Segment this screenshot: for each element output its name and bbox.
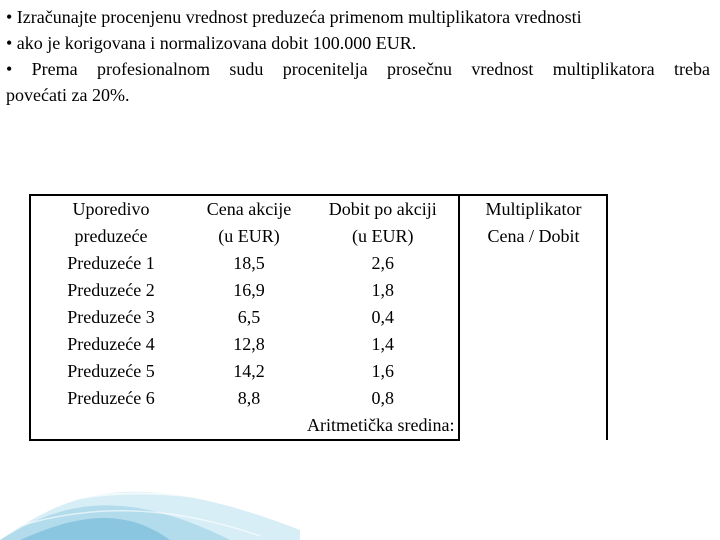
header-row-2	[30, 223, 607, 250]
bullet-2: • ako je korigovana i normalizovana dobit 100.000 EUR.	[6, 33, 417, 53]
header-row	[30, 195, 607, 223]
company-name: Preduzeće 5	[30, 358, 191, 385]
earnings-per-share: 0,4	[307, 304, 459, 331]
multiplier-cell	[459, 277, 607, 304]
company-name: Preduzeće 2	[30, 277, 191, 304]
table-row	[30, 358, 607, 385]
company-name: Preduzeće 1	[30, 250, 191, 277]
header-company: Uporedivo	[30, 195, 191, 223]
header-price: Cena akcije	[191, 195, 307, 223]
earnings-per-share: 1,8	[307, 277, 459, 304]
header-multiplier: Multiplikator	[459, 195, 607, 223]
share-price: 16,9	[233, 280, 265, 300]
header-eps: Dobit po akciji	[307, 195, 459, 223]
header-eps-unit: (u EUR)	[307, 223, 459, 250]
multiplier-cell	[459, 331, 607, 358]
multiplier-cell	[459, 250, 607, 277]
task-text	[6, 4, 710, 108]
footer-empty	[191, 412, 307, 440]
average-value	[459, 412, 607, 440]
footer-row	[30, 412, 607, 440]
table-row	[30, 277, 607, 304]
share-price: 8,8	[237, 388, 261, 408]
table-row	[30, 385, 607, 412]
header-multiplier-2: Cena / Dobit	[459, 223, 607, 250]
bullet-3-text: • Prema profesionalnom sudu procenitelja prosečnu vrednost multiplikatora treba	[6, 59, 710, 79]
company-name: Preduzeće 3	[30, 304, 191, 331]
earnings-per-share: 1,4	[307, 331, 459, 358]
table-row	[30, 304, 607, 331]
bullet-3	[6, 56, 710, 82]
table-row	[30, 331, 607, 358]
share-price: 18,5	[233, 253, 265, 273]
multiplier-cell	[459, 304, 607, 331]
company-name: Preduzeće 6	[30, 385, 191, 412]
average-label: Aritmetička sredina:	[307, 412, 459, 440]
bullet-3-continuation: povećati za 20%.	[6, 85, 130, 105]
bullet-1: • Izračunajte procenjenu vrednost preduzeća primenom multiplikatora vrednosti	[6, 7, 582, 27]
table-row	[30, 250, 607, 277]
header-price-unit: (u EUR)	[218, 226, 280, 246]
earnings-per-share: 2,6	[307, 250, 459, 277]
multiplier-cell	[459, 385, 607, 412]
footer-empty	[30, 412, 191, 440]
multiplier-cell	[459, 358, 607, 385]
company-name: Preduzeće 4	[30, 331, 191, 358]
header-company-2: preduzeće	[30, 223, 191, 250]
share-price: 12,8	[233, 334, 265, 354]
multiplier-table	[29, 194, 608, 441]
share-price: 14,2	[233, 361, 265, 381]
share-price: 6,5	[237, 307, 261, 327]
earnings-per-share: 1,6	[307, 358, 459, 385]
earnings-per-share: 0,8	[307, 385, 459, 412]
